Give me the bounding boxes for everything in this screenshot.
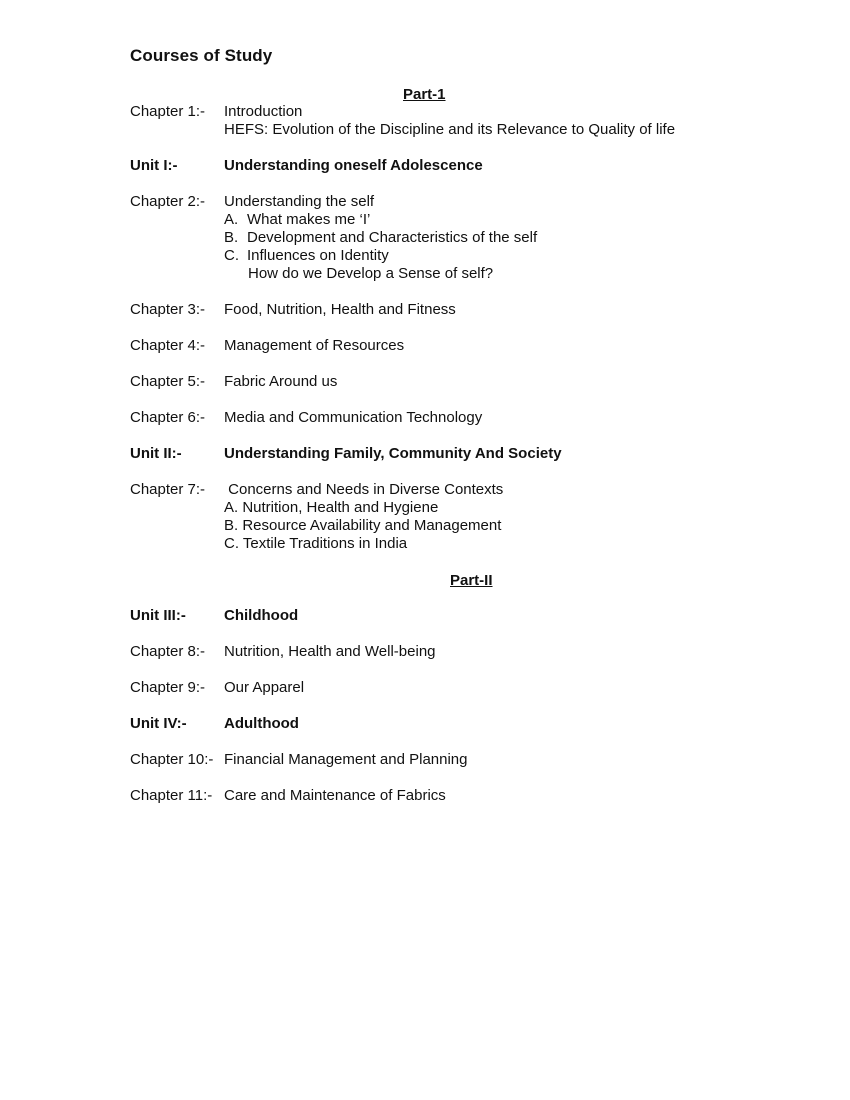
chapter-2-item-b <box>224 229 537 247</box>
chapter-1-title: Introduction <box>224 103 303 120</box>
chapter-4-title: Management of Resources <box>224 337 405 354</box>
chapter-2-item-b-text: Development and Characteristics of the self <box>247 229 538 246</box>
chapter-10-title: Financial Management and Planning <box>224 751 468 768</box>
chapter-3-label: Chapter 3:- <box>130 301 206 318</box>
chapter-6-title: Media and Communication Technology <box>224 409 483 426</box>
chapter-11-label: Chapter 11:- <box>130 787 213 804</box>
chapter-6-label: Chapter 6:- <box>130 409 206 426</box>
chapter-2-content <box>224 193 537 283</box>
chapter-9-label: Chapter 9:- <box>130 679 206 696</box>
document-title: Courses of Study <box>130 46 273 65</box>
chapter-7-item-b: B. Resource Availability and Management <box>224 517 502 534</box>
chapter-1-label: Chapter 1:- <box>130 103 206 120</box>
chapter-11-title: Care and Maintenance of Fabrics <box>224 787 446 804</box>
chapter-2-item-c <box>224 247 537 265</box>
chapter-2-label: Chapter 2:- <box>130 193 206 210</box>
chapter-2-item-c-text: Influences on Identity <box>247 247 389 264</box>
unit-3-title: Childhood <box>224 607 299 624</box>
chapter-4-label: Chapter 4:- <box>130 337 206 354</box>
chapter-5-title: Fabric Around us <box>224 373 338 390</box>
chapter-2-extra: How do we Develop a Sense of self? <box>248 265 494 282</box>
unit-4-title: Adulthood <box>224 715 299 732</box>
chapter-7-item-a: A. Nutrition, Health and Hygiene <box>224 499 439 516</box>
chapter-2-item-a-text: What makes me ‘I’ <box>247 211 371 228</box>
chapter-2-item-c-mark: C. <box>224 247 239 264</box>
unit-1-title: Understanding oneself Adolescence <box>224 157 483 174</box>
chapter-9-title: Our Apparel <box>224 679 305 696</box>
chapter-2-title: Understanding the self <box>224 193 375 210</box>
chapter-7-item-c: C. Textile Traditions in India <box>224 535 408 552</box>
chapter-10-label: Chapter 10:- <box>130 751 214 768</box>
chapter-5-label: Chapter 5:- <box>130 373 206 390</box>
chapter-8-title: Nutrition, Health and Well-being <box>224 643 436 660</box>
chapter-2-item-a-mark: A. <box>224 211 239 228</box>
chapter-7-content <box>224 481 503 553</box>
chapter-8-label: Chapter 8:- <box>130 643 206 660</box>
chapter-3-title: Food, Nutrition, Health and Fitness <box>224 301 456 318</box>
part-2-heading: Part-II <box>450 572 493 589</box>
chapter-1-subtitle: HEFS: Evolution of the Discipline and its Relevance to Quality of life <box>224 121 676 138</box>
unit-4-label: Unit IV:- <box>130 715 187 732</box>
chapter-1-content <box>224 103 675 139</box>
chapter-2-item-a <box>224 211 537 229</box>
chapter-7-label: Chapter 7:- <box>130 481 206 498</box>
unit-2-title: Understanding Family, Community And Society <box>224 445 562 462</box>
unit-2-label: Unit II:- <box>130 445 182 462</box>
unit-1-label: Unit I:- <box>130 157 178 174</box>
chapter-2-item-b-mark: B. <box>224 229 239 246</box>
chapter-7-title: Concerns and Needs in Diverse Contexts <box>224 481 504 498</box>
part-1-heading: Part-1 <box>403 86 446 103</box>
unit-3-label: Unit III:- <box>130 607 186 624</box>
